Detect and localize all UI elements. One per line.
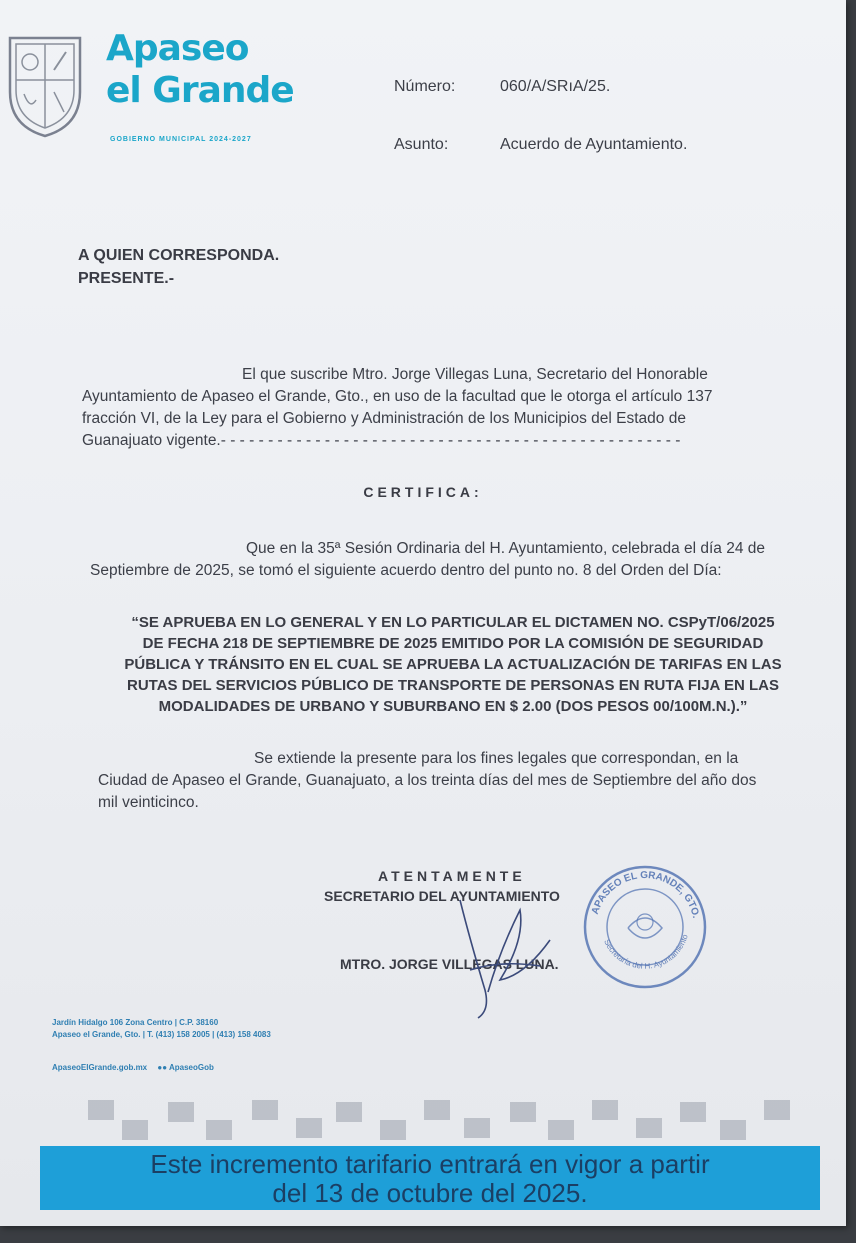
banner-line-2: del 13 de octubre del 2025. <box>272 1178 588 1208</box>
quote-line-3: PÚBLICA Y TRÁNSITO EN EL CUAL SE APRUEBA LA ACTUALIZACIÓN DE TARIFAS EN LAS <box>124 656 782 673</box>
social-icons: ●● <box>157 1063 168 1072</box>
intro-line-4: Guanajuato vigente.- - - - - - - - - - - - - - - - - - - - - - - - - - - - - - - - - - - - - - - - - - - - - - - - - <box>82 432 681 449</box>
resolution-quote <box>86 612 820 717</box>
intro-line-3: fracción VI, de la Ley para el Gobierno y Administración de los Municipios del Estado de <box>82 410 686 427</box>
footer-address-2: Apaseo el Grande, Gto. | T. (413) 158 2005 | (413) 158 4083 <box>52 1030 271 1039</box>
footer-website: ApaseoElGrande.gob.mx <box>52 1063 148 1072</box>
brand-name-line2: el Grande <box>106 70 294 111</box>
signer-name: MTRO. JORGE VILLEGAS LUNA. <box>340 956 559 972</box>
quote-line-4: RUTAS DEL SERVICIOS PÚBLICO DE TRANSPORTE DE PERSONAS EN RUTA FIJA EN LAS <box>126 677 780 694</box>
footer-address-1: Jardín Hidalgo 106 Zona Centro | C.P. 38160 <box>52 1018 219 1027</box>
session-line-2: Septiembre de 2025, se tomó el siguiente acuerdo dentro del punto no. 8 del Orden del Día: <box>90 562 722 579</box>
numero-value: 060/A/SRıA/25. <box>500 78 611 95</box>
atentamente-label: ATENTAMENTE <box>378 868 526 884</box>
asunto-value: Acuerdo de Ayuntamiento. <box>500 136 688 153</box>
numero-label: Número: <box>394 78 456 95</box>
addressee-line2: PRESENTE.- <box>78 270 175 287</box>
closing-line-1: Se extiende la presente para los fines legales que correspondan, en la <box>254 750 739 767</box>
stamp-bottom-text: Secretaría del H. Ayuntamiento <box>602 933 690 971</box>
footer-web <box>52 1063 214 1072</box>
intro-line-1: El que suscribe Mtro. Jorge Villegas Luna, Secretario del Honorable <box>242 366 708 383</box>
svg-text:APASEO EL GRANDE, GTO. <box>590 870 701 919</box>
certifica-heading: CERTIFICA: <box>363 484 483 500</box>
footer-social-handle: ApaseoGob <box>168 1063 214 1072</box>
quote-line-5: MODALIDADES DE URBANO Y SUBURBANO EN $ 2.00 (DOS PESOS 00/100M.N.).” <box>158 698 748 715</box>
addressee-line1: A QUIEN CORRESPONDA. <box>78 247 280 264</box>
signer-role: SECRETARIO DEL AYUNTAMIENTO <box>324 888 560 904</box>
official-stamp-icon <box>580 862 710 992</box>
stamp-ring-text: APASEO EL GRANDE, GTO. <box>589 869 702 920</box>
brand-subtitle: GOBIERNO MUNICIPAL 2024-2027 <box>110 136 252 143</box>
handwritten-signature-icon <box>430 880 590 1030</box>
banner-line-1: Este incremento tarifario entrará en vigor a partir <box>150 1149 710 1179</box>
coat-of-arms-icon <box>6 30 84 140</box>
quote-line-2: DE FECHA 218 DE SEPTIEMBRE DE 2025 EMITIDO POR LA COMISIÓN DE SEGURIDAD <box>142 635 764 652</box>
closing-line-2: Ciudad de Apaseo el Grande, Guanajuato, a los treinta días del mes de Septiembre del año dos <box>98 772 757 789</box>
announcement-banner <box>40 1146 820 1210</box>
asunto-label: Asunto: <box>394 136 449 153</box>
closing-line-3: mil veinticinco. <box>98 794 199 811</box>
brand-name-line1: Apaseo <box>106 28 249 69</box>
session-line-1: Que en la 35ª Sesión Ordinaria del H. Ayuntamiento, celebrada el día 24 de <box>246 540 766 557</box>
decorative-pattern <box>40 1096 820 1142</box>
intro-line-2: Ayuntamiento de Apaseo el Grande, Gto., en uso de la facultad que le otorga el artículo 137 <box>82 388 713 405</box>
quote-line-1: “SE APRUEBA EN LO GENERAL Y EN LO PARTICULAR EL DICTAMEN NO. CSPyT/06/2025 <box>131 614 775 631</box>
